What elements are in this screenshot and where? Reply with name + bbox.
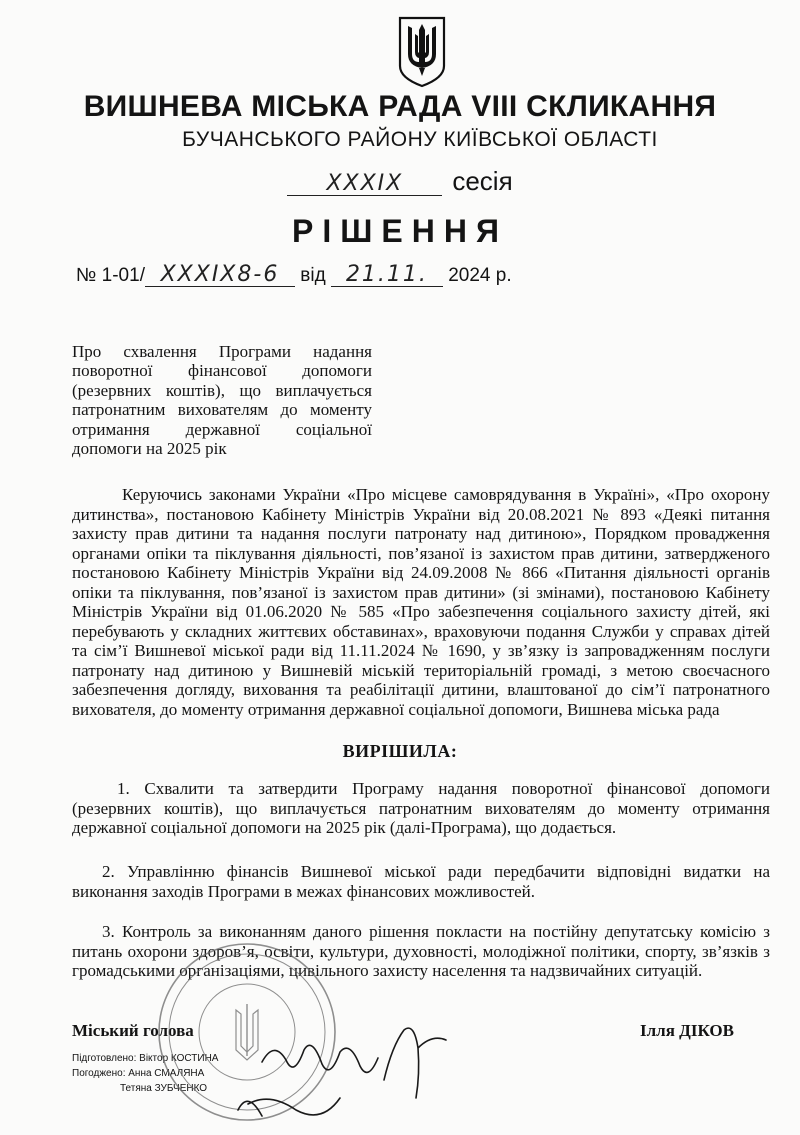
session-number-handwritten: ХХХІХ: [287, 172, 442, 196]
council-title: ВИШНЕВА МІСЬКА РАДА VIII СКЛИКАННЯ: [83, 90, 717, 123]
decision-year: 2024 р.: [448, 265, 512, 286]
signatory-name: Ілля ДІКОВ: [640, 1021, 734, 1040]
session-label: сесія: [452, 166, 513, 196]
resolution-item-1: 1. Схвалити та затвердити Програму надання поворотної фінансової допомоги (резервних коштів), що виплачується патронатним вихователям до моменту отримання державної соціальної допомоги на 2025 рік (далі-Програма), що додається.: [72, 779, 770, 837]
decision-number-line: [76, 263, 512, 287]
agreed-by-2: Тетяна ЗУБЧЕНКО: [120, 1083, 208, 1094]
decision-number-handwritten: XXXIX8-6: [145, 263, 295, 287]
document-title: РІШЕННЯ: [292, 213, 508, 249]
decision-subject: Про схвалення Програми надання поворотної фінансової допомоги (резервних коштів), що виплачується патронатним вихователям до моменту отримання державної соціальної допомоги на 2025 рік: [72, 342, 372, 459]
session-line: [0, 166, 800, 197]
resolution-item-2: 2. Управлінню фінансів Вишневої міської ради передбачити відповідні видатки на виконання заходів Програми в межах фінансових можливостей.: [72, 862, 770, 901]
resolution-item-3: 3. Контроль за виконанням даного рішення покласти на постійну депутатську комісію з питань охорони здоров’я, освіти, культури, духовності, молодіжної політики, спорту, зв’язків з громадськими організаціями, цивільного захисту населення та надзвичайних ситуацій.: [72, 922, 770, 980]
decision-date-handwritten: 21.11.: [331, 263, 443, 287]
preamble-paragraph: Керуючись законами України «Про місцеве самоврядування в Україні», «Про охорону дитинства», постановою Кабінету Міністрів України від 20.08.2021 № 893 «Деякі питання захисту прав дитини та надання послуги патронату над дитиною», Порядком провадження органами опіки та піклування діяльності, пов’язаної із захистом прав дитини, затвердженого постановою Кабінету Міністрів України від 24.09.2008 № 866 «Питання діяльності органів опіки та піклування, пов’язаної із захистом прав дитини» (зі змінами), постановою Кабінету Міністрів України від 01.06.2020 № 585 «Про забезпечення соціального захисту дітей, які перебувають у складних життєвих обставинах», враховуючи подання Служби у справах дітей та сім’ї Вишневої міської ради від 11.11.2024 № 1690, у зв’язку із запровадженням послуги патронату над дитиною у Вишневій міській територіальній громаді, з метою своєчасного забезпечення догляду, виховання та реабілітації дитини, влаштованої до сім’ї патронатного вихователя, до моменту отримання державної соціальної допомоги, Вишнева міська рада: [72, 485, 770, 719]
handwritten-signature: [238, 1028, 446, 1116]
prepared-by: Підготовлено: Віктор КОСТИНА: [72, 1053, 219, 1064]
agreed-by-1: Погоджено: Анна СМАЛЯНА: [72, 1068, 205, 1079]
resolved-heading: ВИРІШИЛА:: [342, 741, 458, 761]
council-district: БУЧАНСЬКОГО РАЙОНУ КИЇВСЬКОЇ ОБЛАСТІ: [182, 128, 658, 151]
trident-emblem-icon: [397, 14, 447, 88]
signatory-title: Міський голова: [72, 1021, 194, 1040]
from-label: від: [300, 265, 326, 286]
number-prefix: № 1-01/: [76, 265, 145, 286]
